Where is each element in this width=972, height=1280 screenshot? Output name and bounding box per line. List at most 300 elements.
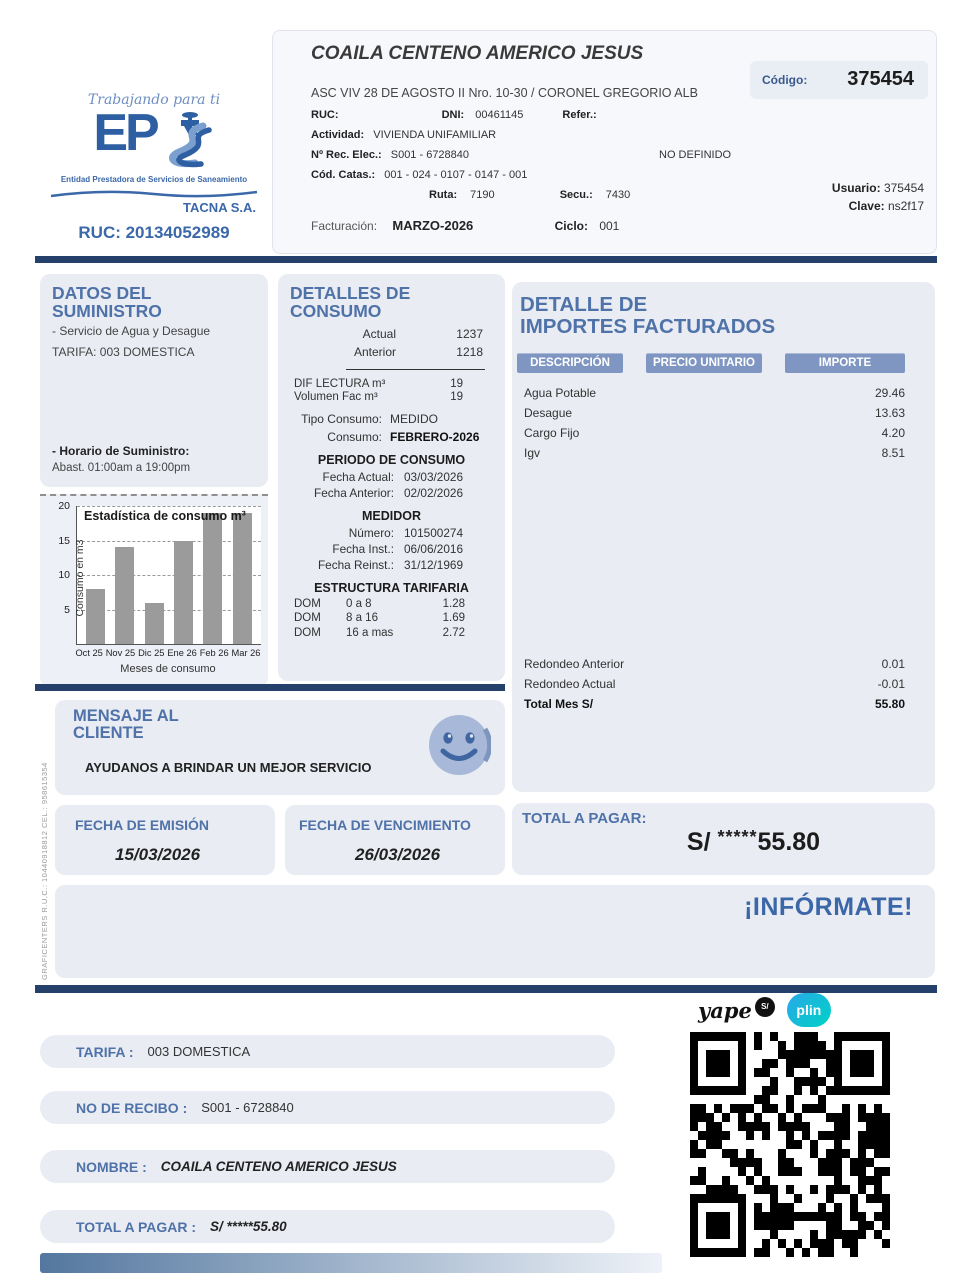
qr-module <box>842 1131 850 1140</box>
qr-module <box>754 1095 762 1104</box>
fecha-inst-value: 06/06/2016 <box>404 541 464 556</box>
qr-module <box>834 1203 842 1212</box>
estructura-row <box>278 598 505 610</box>
qr-module <box>690 1203 698 1212</box>
qr-module <box>810 1032 818 1041</box>
qr-module <box>826 1131 834 1140</box>
lectura-divider <box>346 369 485 370</box>
qr-module <box>866 1185 874 1194</box>
tarifa-text: TARIFA: 003 DOMESTICA <box>52 345 195 359</box>
qr-module <box>746 1095 754 1104</box>
eps-logo-block <box>38 92 270 243</box>
qr-module <box>842 1230 850 1239</box>
qr-module <box>770 1032 778 1041</box>
header-row-recibo <box>311 149 911 161</box>
qr-module <box>786 1050 794 1059</box>
qr-module <box>698 1230 706 1239</box>
qr-module <box>690 1059 698 1068</box>
total-mes-label: Total Mes S/ <box>524 697 594 711</box>
facturacion-value: MARZO-2026 <box>392 218 474 233</box>
qr-module <box>698 1239 706 1248</box>
clave-row <box>849 199 924 213</box>
qr-module <box>730 1113 738 1122</box>
qr-module <box>714 1185 722 1194</box>
qr-module <box>794 1050 802 1059</box>
qr-module <box>786 1086 794 1095</box>
qr-module <box>786 1077 794 1086</box>
qr-module <box>738 1185 746 1194</box>
redondeo-anterior-value: 0.01 <box>881 657 905 671</box>
qr-module <box>810 1131 818 1140</box>
qr-module <box>786 1212 794 1221</box>
qr-module <box>786 1113 794 1122</box>
chart-y-tick: 5 <box>64 603 70 616</box>
qr-module <box>858 1149 866 1158</box>
yape-logo-text: yape <box>698 997 752 1023</box>
qr-module <box>802 1230 810 1239</box>
qr-module <box>874 1041 882 1050</box>
qr-module <box>810 1122 818 1131</box>
qr-module <box>810 1239 818 1248</box>
qr-module <box>818 1086 826 1095</box>
qr-module <box>698 1113 706 1122</box>
lectura-anterior-row <box>278 345 505 359</box>
qr-module <box>810 1068 818 1077</box>
qr-module <box>874 1140 882 1149</box>
qr-module <box>842 1167 850 1176</box>
qr-module <box>778 1032 786 1041</box>
qr-module <box>882 1077 890 1086</box>
qr-module <box>706 1167 714 1176</box>
qr-module <box>802 1221 810 1230</box>
qr-module <box>834 1077 842 1086</box>
qr-module <box>786 1230 794 1239</box>
qr-module <box>866 1239 874 1248</box>
consumo-mes-label: Consumo: <box>327 429 382 444</box>
qr-module <box>826 1122 834 1131</box>
fecha-anterior-row <box>278 486 505 500</box>
qr-module <box>786 1248 794 1257</box>
fecha-emision-label: FECHA DE EMISIÓN <box>75 817 210 833</box>
qr-module <box>818 1050 826 1059</box>
qr-module <box>810 1203 818 1212</box>
qr-module <box>842 1077 850 1086</box>
qr-module <box>850 1239 858 1248</box>
qr-module <box>690 1194 698 1203</box>
qr-module <box>714 1050 722 1059</box>
medidor-numero-row <box>278 526 505 540</box>
qr-module <box>802 1032 810 1041</box>
qr-module <box>786 1185 794 1194</box>
qr-module <box>842 1104 850 1113</box>
qr-module <box>842 1221 850 1230</box>
qr-module <box>730 1104 738 1113</box>
qr-module <box>874 1095 882 1104</box>
qr-module <box>802 1095 810 1104</box>
chart-x-tick: Oct 25 <box>75 648 103 658</box>
qr-module <box>698 1203 706 1212</box>
qr-module <box>754 1140 762 1149</box>
qr-module <box>826 1095 834 1104</box>
qr-module <box>738 1086 746 1095</box>
qr-module <box>754 1041 762 1050</box>
qr-module <box>826 1113 834 1122</box>
qr-module <box>762 1149 770 1158</box>
customer-header-panel <box>272 30 937 254</box>
qr-module <box>842 1050 850 1059</box>
qr-module <box>722 1032 730 1041</box>
qr-module <box>818 1068 826 1077</box>
qr-module <box>754 1194 762 1203</box>
qr-module <box>802 1185 810 1194</box>
qr-module <box>714 1176 722 1185</box>
importe-descripcion: Desague <box>524 406 573 421</box>
qr-module <box>794 1140 802 1149</box>
qr-module <box>866 1041 874 1050</box>
redondeo-anterior-row <box>512 654 935 674</box>
qr-module <box>706 1077 714 1086</box>
qr-module <box>794 1059 802 1068</box>
usuario-row <box>832 181 924 195</box>
qr-module <box>834 1122 842 1131</box>
importes-table-header <box>517 353 930 373</box>
qr-module <box>722 1095 730 1104</box>
qr-module <box>778 1176 786 1185</box>
qr-module <box>706 1140 714 1149</box>
qr-module <box>882 1032 890 1041</box>
qr-module <box>706 1113 714 1122</box>
fecha-vencimiento-value: 26/03/2026 <box>355 845 441 864</box>
qr-module <box>858 1248 866 1257</box>
qr-module <box>714 1221 722 1230</box>
qr-module <box>746 1113 754 1122</box>
qr-module <box>690 1176 698 1185</box>
qr-module <box>770 1041 778 1050</box>
customer-address: ASC VIV 28 DE AGOSTO II Nro. 10-30 / CORONEL GREGORIO ALB <box>311 86 698 100</box>
qr-module <box>858 1185 866 1194</box>
qr-module <box>714 1239 722 1248</box>
qr-module <box>706 1149 714 1158</box>
smiley-face-icon <box>427 713 491 782</box>
qr-module <box>762 1086 770 1095</box>
qr-module <box>754 1212 762 1221</box>
qr-module <box>722 1167 730 1176</box>
footer-divider-bar <box>35 985 937 993</box>
qr-module <box>794 1212 802 1221</box>
qr-module <box>794 1221 802 1230</box>
qr-module <box>826 1203 834 1212</box>
qr-module <box>850 1176 858 1185</box>
qr-module <box>850 1059 858 1068</box>
footer-tarifa-label: TARIFA : <box>76 1043 134 1060</box>
qr-module <box>866 1221 874 1230</box>
qr-module <box>810 1059 818 1068</box>
qr-module <box>746 1059 754 1068</box>
importe-descripcion: Igv <box>524 446 541 461</box>
qr-module <box>882 1068 890 1077</box>
importe-row <box>512 423 935 443</box>
qr-module <box>842 1176 850 1185</box>
qr-module <box>858 1059 866 1068</box>
qr-module <box>706 1059 714 1068</box>
qr-module <box>802 1050 810 1059</box>
importes-title <box>520 294 935 337</box>
qr-module <box>818 1230 826 1239</box>
qr-module <box>802 1131 810 1140</box>
refer-label: Refer.: <box>562 109 597 121</box>
qr-module <box>810 1194 818 1203</box>
header-row-ruc-dni <box>311 109 597 121</box>
qr-module <box>826 1194 834 1203</box>
qr-module <box>698 1131 706 1140</box>
qr-module <box>882 1086 890 1095</box>
qr-module <box>762 1140 770 1149</box>
qr-module <box>818 1104 826 1113</box>
qr-module <box>850 1068 858 1077</box>
importes-facturados-panel <box>512 282 935 792</box>
qr-module <box>802 1113 810 1122</box>
qr-module <box>690 1104 698 1113</box>
qr-module <box>770 1212 778 1221</box>
qr-module <box>770 1077 778 1086</box>
qr-module <box>738 1194 746 1203</box>
qr-module <box>746 1176 754 1185</box>
qr-module <box>786 1239 794 1248</box>
informate-text: ¡INFÓRMATE! <box>744 893 913 921</box>
qr-module <box>698 1104 706 1113</box>
qr-module <box>858 1230 866 1239</box>
qr-module <box>762 1239 770 1248</box>
qr-module <box>738 1095 746 1104</box>
chart-bars <box>77 506 261 644</box>
qr-module <box>706 1122 714 1131</box>
qr-module <box>802 1059 810 1068</box>
chart-x-tick: Ene 26 <box>167 648 197 658</box>
qr-module <box>714 1086 722 1095</box>
qr-module <box>706 1068 714 1077</box>
qr-module <box>746 1104 754 1113</box>
qr-module <box>842 1068 850 1077</box>
qr-module <box>738 1176 746 1185</box>
qr-module <box>858 1176 866 1185</box>
qr-module <box>770 1140 778 1149</box>
qr-module <box>746 1032 754 1041</box>
qr-module <box>770 1176 778 1185</box>
total-mes-row <box>512 694 935 714</box>
qr-module <box>874 1203 882 1212</box>
qr-module <box>802 1167 810 1176</box>
qr-module <box>874 1176 882 1185</box>
chart-x-tick: Mar 26 <box>231 648 261 658</box>
catastro-value: 001 - 024 - 0107 - 0147 - 001 <box>384 169 528 181</box>
footer-nombre-label: NOMBRE : <box>76 1158 147 1175</box>
qr-module <box>754 1239 762 1248</box>
qr-module <box>762 1041 770 1050</box>
header-row-ruta <box>429 189 630 201</box>
qr-module <box>834 1176 842 1185</box>
importe-valor: 29.46 <box>874 386 905 401</box>
chart-plot-area <box>76 506 261 645</box>
tipo-consumo-value: MEDIDO <box>390 411 438 426</box>
qr-module <box>882 1113 890 1122</box>
qr-module <box>762 1122 770 1131</box>
qr-module <box>722 1059 730 1068</box>
qr-module <box>866 1131 874 1140</box>
qr-module <box>826 1068 834 1077</box>
qr-module <box>810 1086 818 1095</box>
redondeo-actual-row <box>512 674 935 694</box>
qr-module <box>714 1032 722 1041</box>
qr-module <box>786 1032 794 1041</box>
qr-module <box>882 1095 890 1104</box>
codigo-box <box>750 61 928 99</box>
qr-module <box>874 1239 882 1248</box>
qr-module <box>810 1248 818 1257</box>
qr-module <box>754 1068 762 1077</box>
qr-module <box>786 1059 794 1068</box>
qr-module <box>786 1104 794 1113</box>
qr-module <box>722 1194 730 1203</box>
qr-module <box>762 1113 770 1122</box>
usuario-label: Usuario: <box>831 181 881 195</box>
qr-module <box>866 1113 874 1122</box>
qr-module <box>850 1041 858 1050</box>
qr-module <box>690 1212 698 1221</box>
qr-module <box>826 1176 834 1185</box>
qr-module <box>866 1032 874 1041</box>
importes-title-line1: DETALLE DE <box>520 293 648 316</box>
ruta-label: Ruta: <box>429 189 458 201</box>
total-a-pagar-label: TOTAL A PAGAR: <box>522 810 647 827</box>
qr-module <box>722 1131 730 1140</box>
qr-module <box>690 1230 698 1239</box>
qr-module <box>802 1239 810 1248</box>
logo-tagline: Trabajando para ti <box>87 92 221 108</box>
qr-module <box>818 1095 826 1104</box>
qr-module <box>690 1140 698 1149</box>
qr-module <box>826 1041 834 1050</box>
mensaje-title-line1: MENSAJE AL <box>73 707 179 725</box>
qr-module <box>874 1059 882 1068</box>
qr-module <box>826 1050 834 1059</box>
qr-module <box>794 1086 802 1095</box>
consumo-mes-value: FEBRERO-2026 <box>390 429 480 444</box>
qr-module <box>770 1239 778 1248</box>
qr-module <box>770 1086 778 1095</box>
qr-module <box>794 1104 802 1113</box>
qr-module <box>746 1068 754 1077</box>
ruc-label: RUC: <box>311 109 339 121</box>
qr-module <box>706 1221 714 1230</box>
qr-module <box>754 1131 762 1140</box>
qr-module <box>722 1050 730 1059</box>
qr-module <box>754 1248 762 1257</box>
qr-module <box>770 1131 778 1140</box>
qr-module <box>698 1185 706 1194</box>
qr-module <box>698 1248 706 1257</box>
qr-module <box>826 1104 834 1113</box>
qr-module <box>858 1167 866 1176</box>
qr-module <box>722 1185 730 1194</box>
qr-module <box>858 1041 866 1050</box>
qr-module <box>778 1248 786 1257</box>
footer-total-row <box>40 1210 615 1243</box>
qr-module <box>834 1194 842 1203</box>
qr-module <box>842 1248 850 1257</box>
qr-module <box>810 1230 818 1239</box>
qr-module <box>754 1104 762 1113</box>
qr-module <box>730 1077 738 1086</box>
qr-module <box>738 1140 746 1149</box>
total-a-pagar-value <box>512 827 935 857</box>
fecha-reinst-row <box>278 558 505 572</box>
qr-module <box>826 1230 834 1239</box>
qr-module <box>714 1212 722 1221</box>
fecha-anterior-label: Fecha Anterior: <box>314 485 394 500</box>
usuario-value: 375454 <box>883 181 924 195</box>
bottom-accent-bar <box>40 1253 662 1273</box>
qr-module <box>802 1176 810 1185</box>
qr-module <box>762 1167 770 1176</box>
qr-module <box>754 1059 762 1068</box>
qr-module <box>826 1086 834 1095</box>
qr-module <box>714 1194 722 1203</box>
qr-module <box>754 1203 762 1212</box>
qr-module <box>874 1149 882 1158</box>
qr-module <box>770 1194 778 1203</box>
fecha-anterior-value: 02/02/2026 <box>404 485 464 500</box>
qr-module <box>858 1113 866 1122</box>
qr-module <box>842 1086 850 1095</box>
lectura-actual-row <box>278 327 505 341</box>
qr-module <box>818 1212 826 1221</box>
qr-module <box>842 1203 850 1212</box>
qr-module <box>698 1059 706 1068</box>
header-row-catastro <box>311 169 527 181</box>
qr-module <box>738 1221 746 1230</box>
qr-module <box>714 1230 722 1239</box>
ciclo-value: 001 <box>599 219 620 233</box>
qr-module <box>866 1059 874 1068</box>
qr-module <box>746 1194 754 1203</box>
qr-module <box>794 1203 802 1212</box>
qr-module <box>802 1041 810 1050</box>
qr-module <box>818 1185 826 1194</box>
qr-module <box>826 1185 834 1194</box>
qr-module <box>698 1077 706 1086</box>
qr-module <box>858 1104 866 1113</box>
qr-module <box>794 1131 802 1140</box>
faucet-swoosh-icon <box>157 110 215 173</box>
qr-module <box>858 1140 866 1149</box>
qr-module <box>690 1068 698 1077</box>
qr-module <box>874 1230 882 1239</box>
qr-module <box>858 1086 866 1095</box>
qr-module <box>730 1230 738 1239</box>
qr-module <box>778 1059 786 1068</box>
qr-module <box>754 1185 762 1194</box>
qr-module <box>842 1113 850 1122</box>
qr-module <box>746 1140 754 1149</box>
qr-module <box>802 1077 810 1086</box>
qr-module <box>778 1104 786 1113</box>
qr-module <box>778 1185 786 1194</box>
qr-module <box>842 1041 850 1050</box>
qr-module <box>722 1212 730 1221</box>
qr-module <box>746 1203 754 1212</box>
qr-module <box>714 1131 722 1140</box>
footer-recibo-value: S001 - 6728840 <box>201 1100 294 1115</box>
